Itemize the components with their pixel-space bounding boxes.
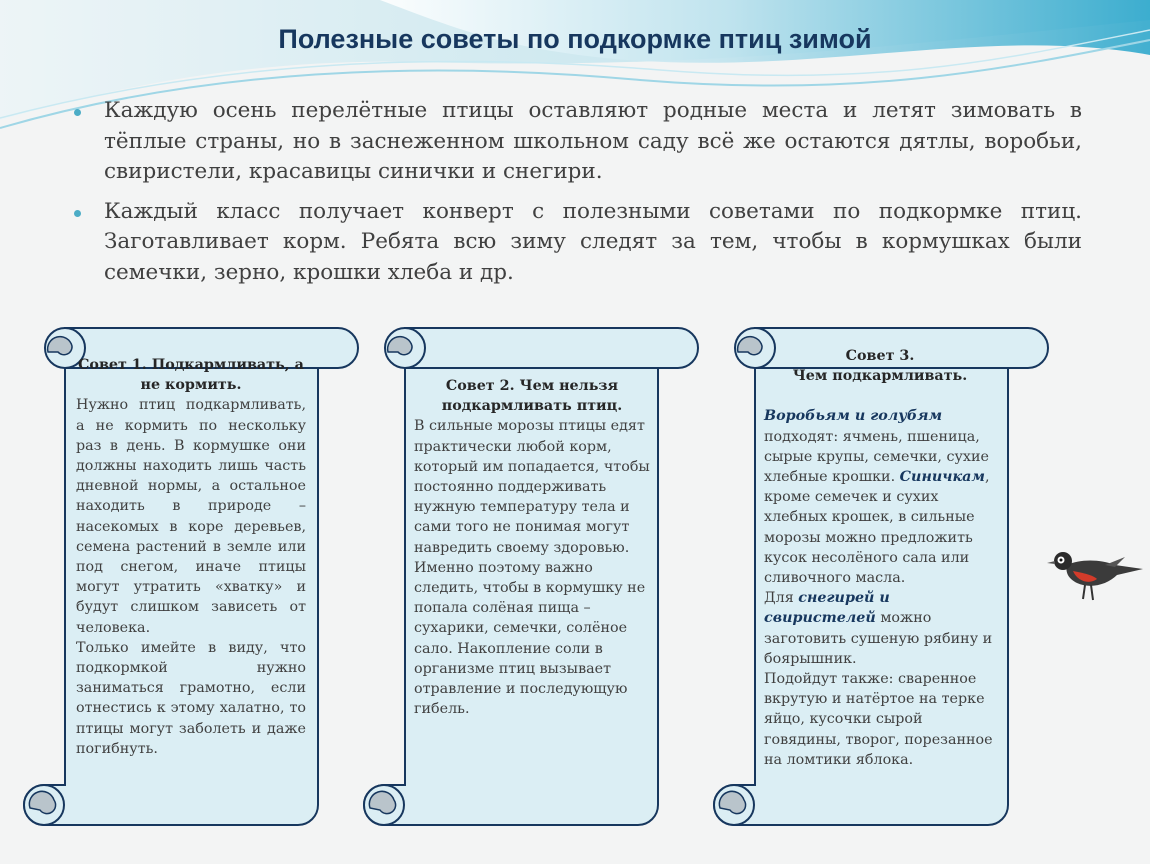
bullet-dot-icon: [74, 210, 81, 217]
tip-3-paragraph-2: [764, 588, 996, 669]
tip-3-heading-line2: Чем подкармливать.: [792, 368, 968, 385]
tip-3-em-sparrows: Воробьям и голубям: [764, 408, 943, 425]
tip-3-text-1: подходят: ячмень, пшеница, сырые крупы, семечки, сухие хлебные крошки.: [764, 428, 989, 486]
intro-bullet-1: [72, 96, 1082, 188]
tip-card-3: [708, 300, 1058, 830]
tip-2-heading: Совет 2. Чем нельзя подкармливать птиц.: [441, 378, 623, 415]
intro-bullet-2: [72, 197, 1082, 289]
woodpecker-icon: [1045, 545, 1145, 607]
tip-card-1: [18, 300, 368, 830]
tip-3-text-3: можно заготовить сушеную рябину и боярышник.: [764, 610, 993, 667]
tip-3-em-tits: Синичкам: [899, 469, 986, 486]
intro-bullet-1-text: Каждую осень перелётные птицы оставляют родные места и летят зимовать в тёплые страны, но в заснеженном школьном саду всё же остаются дятлы, воробьи, свиристели, красавицы синички и снегири.: [104, 98, 1082, 184]
tip-3-paragraph-3: Подойдут также: сваренное вкрутую и натёртое на терке яйцо, кусочки сырой говядины, творог, порезанное на ломтики яблока.: [764, 671, 993, 768]
page-title: Полезные советы по подкормке птиц зимой: [278, 24, 872, 54]
intro-bullet-2-text: Каждый класс получает конверт с полезными советами по подкормке птиц. Заготавливает корм. Ребята всю зиму следят за тем, чтобы в кормушках были семечки, зерно, крошки хлеба и др.: [104, 198, 1082, 285]
tip-1-body: Нужно птиц подкармливать, а не кормить по нескольку раз в день. В кормушке они должны находить лишь часть дневной нормы, а остальное находить в природе – насекомых в коре деревьев, семена растений в земле или под снегом, иначе птицы могут утратить «хватку» и будут слишком зависеть от человека.: [76, 397, 306, 636]
bullet-dot-icon: [74, 109, 81, 116]
tip-2-content: [414, 376, 650, 719]
tip-3-heading-line1: Совет 3.: [845, 348, 915, 364]
tip-3-content: [764, 346, 996, 770]
tip-card-2: [358, 300, 708, 830]
tip-1-note: Только имейте в виду, что подкормкой нужно заниматься грамотно, если отнестись к этому халатно, то птицы могут заболеть и даже погибнуть.: [76, 639, 306, 757]
intro-bullet-list: [72, 96, 1082, 297]
tip-3-text-2: , кроме семечек и сухих хлебных крошек, в сильные морозы можно предложить кусок несолёного сала или сливочного масла.: [764, 469, 990, 587]
tip-1-content: [76, 355, 306, 759]
tip-2-body: В сильные морозы птицы едят практически любой корм, который им попадается, чтобы постоянно поддерживать нужную температуру тела и сами того не понимая могут навредить своему здоровью. Именно поэтому важно следить, чтобы в кормушку не попала солёная пища – сухарики, семечки, солёное сало. Накопление соли в организме птиц вызывает отравление и последующую гибель.: [414, 418, 650, 718]
tip-1-heading: Совет 1. Подкармливать, а не кормить.: [78, 357, 304, 394]
tip-3-pre: Для: [764, 590, 794, 607]
tip-3-em-bullfinches: снегирей и свиристелей: [764, 590, 890, 627]
tip-3-paragraph-1: [764, 406, 996, 588]
